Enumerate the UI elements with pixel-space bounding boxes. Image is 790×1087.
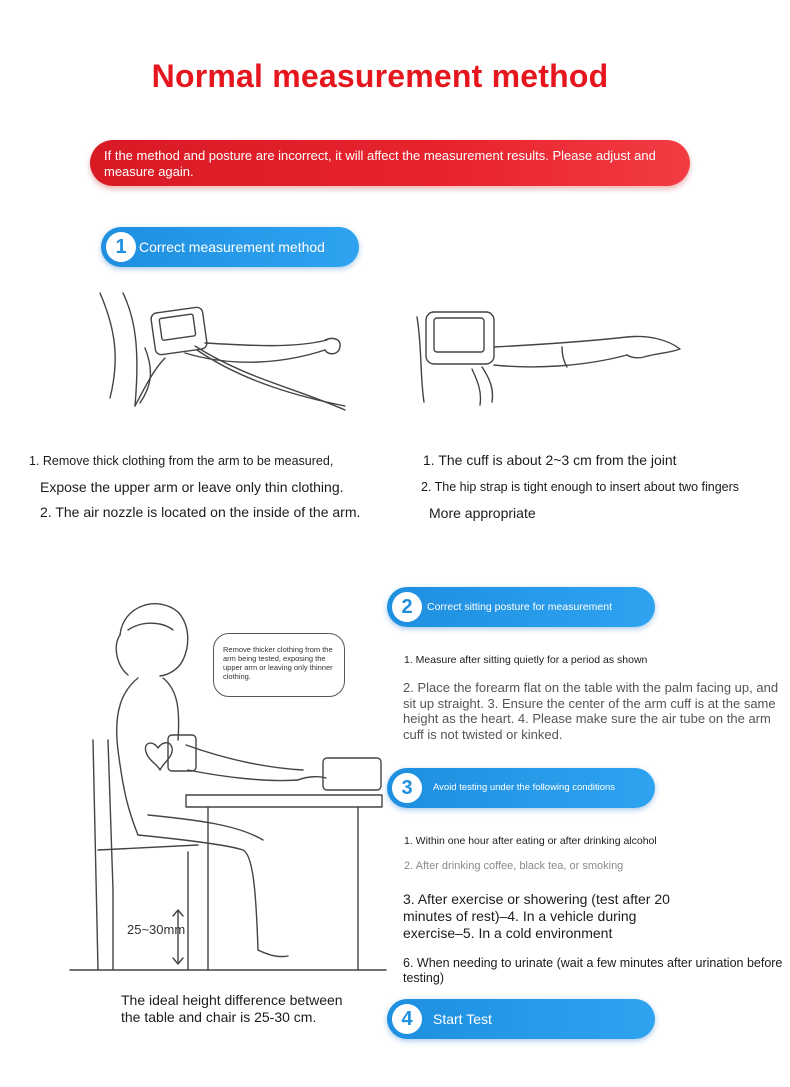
- section-1-label: Correct measurement method: [139, 239, 325, 255]
- note-expose-arm: Expose the upper arm or leave only thin clothing.: [40, 479, 344, 495]
- note-strap-tightness: 2. The hip strap is tight enough to insert about two fingers: [421, 480, 740, 494]
- height-difference-note: The ideal height difference between the table and chair is 25-30 cm.: [121, 992, 343, 1025]
- posture-step-1: 1. Measure after sitting quietly for a period as shown: [404, 654, 648, 666]
- section-2-header: [387, 587, 655, 627]
- speech-bubble: [213, 633, 345, 697]
- condition-1: 1. Within one hour after eating or after drinking alcohol: [404, 835, 657, 847]
- section-4-number: 4: [392, 1004, 422, 1034]
- section-3-label: Avoid testing under the following conditions: [433, 782, 616, 793]
- warning-text: If the method and posture are incorrect, it will affect the measurement results. Please adjust and measure again.: [104, 148, 656, 179]
- arm-cuff-illustration-side: [95, 288, 355, 413]
- note-air-nozzle: 2. The air nozzle is located on the inside of the arm.: [40, 504, 361, 520]
- condition-2: 2. After drinking coffee, black tea, or smoking: [404, 860, 624, 872]
- start-test-label: Start Test: [433, 1011, 492, 1027]
- posture-steps-2-4: 2. Place the forearm flat on the table with the palm facing up, and sit up straight. 3. Ensure the center of the arm cuff is at the same height as the heart. 4. Please make sure the air tube on the arm cuff is not twisted or kinked.: [403, 680, 779, 742]
- start-test-button[interactable]: [387, 999, 655, 1039]
- section-3-number: 3: [392, 773, 422, 803]
- section-1-header: [101, 227, 359, 267]
- section-2-number: 2: [392, 592, 422, 622]
- note-cuff-distance: 1. The cuff is about 2~3 cm from the joint: [423, 452, 677, 468]
- arm-cuff-illustration-front: [412, 307, 687, 407]
- section-1-number: 1: [106, 232, 136, 262]
- page-title: Normal measurement method: [151, 58, 609, 94]
- height-measure-label: 25~30mm: [127, 922, 186, 937]
- section-3-header: [387, 768, 655, 808]
- warning-banner: [90, 140, 690, 186]
- note-remove-clothing: 1. Remove thick clothing from the arm to be measured,: [29, 454, 334, 468]
- condition-6: 6. When needing to urinate (wait a few minutes after urination before testing): [403, 956, 783, 985]
- condition-3-5: 3. After exercise or showering (test after 20 minutes of rest)–4. In a vehicle during exercise–5. In a cold environment: [403, 891, 670, 941]
- note-more-appropriate: More appropriate: [429, 505, 536, 521]
- bubble-text: Remove thicker clothing from the arm being tested, exposing the upper arm or leaving only thinner clothing.: [223, 645, 333, 681]
- section-2-label: Correct sitting posture for measurement: [427, 601, 612, 613]
